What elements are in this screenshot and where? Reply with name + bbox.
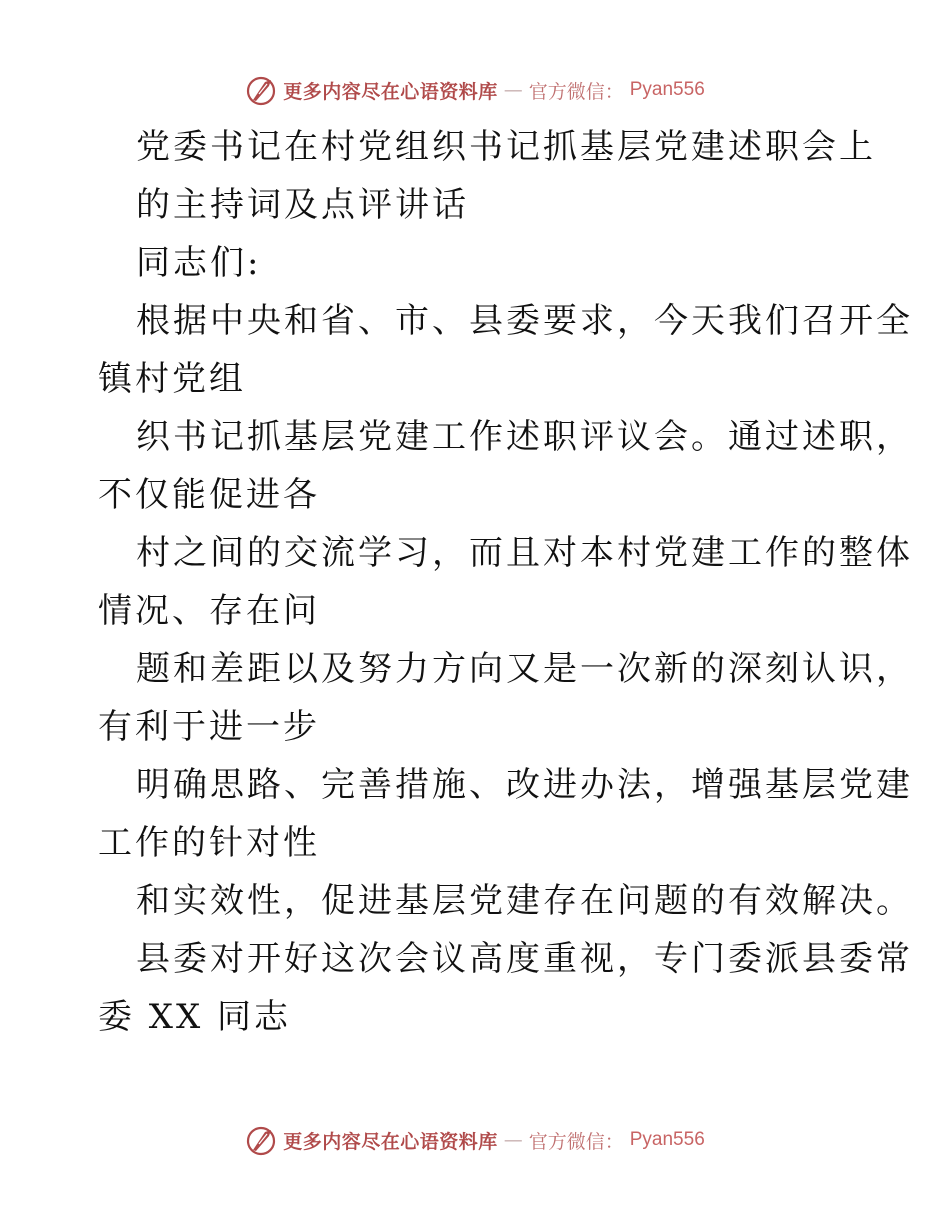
text-line: 党委书记在村党组织书记抓基层党建述职会上 — [136, 127, 876, 167]
header-banner — [0, 70, 950, 110]
banner-slogan: 更多内容尽在心语资料库 — [283, 1130, 498, 1153]
text-line: 和实效性，促进基层党建存在问题的有效解决。 — [136, 881, 913, 921]
text-line: 不仅能促进各 — [98, 475, 320, 515]
banner-wechat-label: 官方微信： — [528, 80, 624, 103]
text-line: 同志们: — [136, 243, 262, 283]
text-line: 明确思路、完善措施、改进办法，增强基层党建 — [136, 765, 913, 805]
banner-wechat-id: Pyan556 — [629, 79, 705, 100]
banner-wechat-id: Pyan556 — [629, 1129, 705, 1150]
footer-banner — [0, 1120, 950, 1160]
text-line: 题和差距以及努力方向又是一次新的深刻认识， — [136, 649, 913, 689]
quill-pen-logo-icon — [245, 1124, 277, 1156]
text-line: 织书记抓基层党建工作述职评议会。通过述职， — [136, 417, 913, 457]
text-line: 情况、存在问 — [98, 591, 320, 631]
text-line: 有利于进一步 — [98, 707, 320, 747]
banner-slogan: 更多内容尽在心语资料库 — [283, 80, 498, 103]
text-line: 根据中央和省、市、县委要求，今天我们召开全 — [136, 301, 913, 341]
text-line: 村之间的交流学习，而且对本村党建工作的整体 — [136, 533, 913, 573]
text-line: 委 XX 同志 — [98, 997, 292, 1037]
document-body — [98, 118, 913, 1046]
text-line: 镇村党组 — [98, 359, 246, 399]
text-line: 的主持词及点评讲话 — [136, 185, 469, 225]
banner-separator: — — [503, 1129, 523, 1151]
banner-wechat-label: 官方微信： — [528, 1130, 624, 1153]
text-line: 县委对开好这次会议高度重视，专门委派县委常 — [136, 939, 913, 979]
text-line: 工作的针对性 — [98, 823, 320, 863]
quill-pen-logo-icon — [245, 74, 277, 106]
banner-separator: — — [503, 79, 523, 101]
